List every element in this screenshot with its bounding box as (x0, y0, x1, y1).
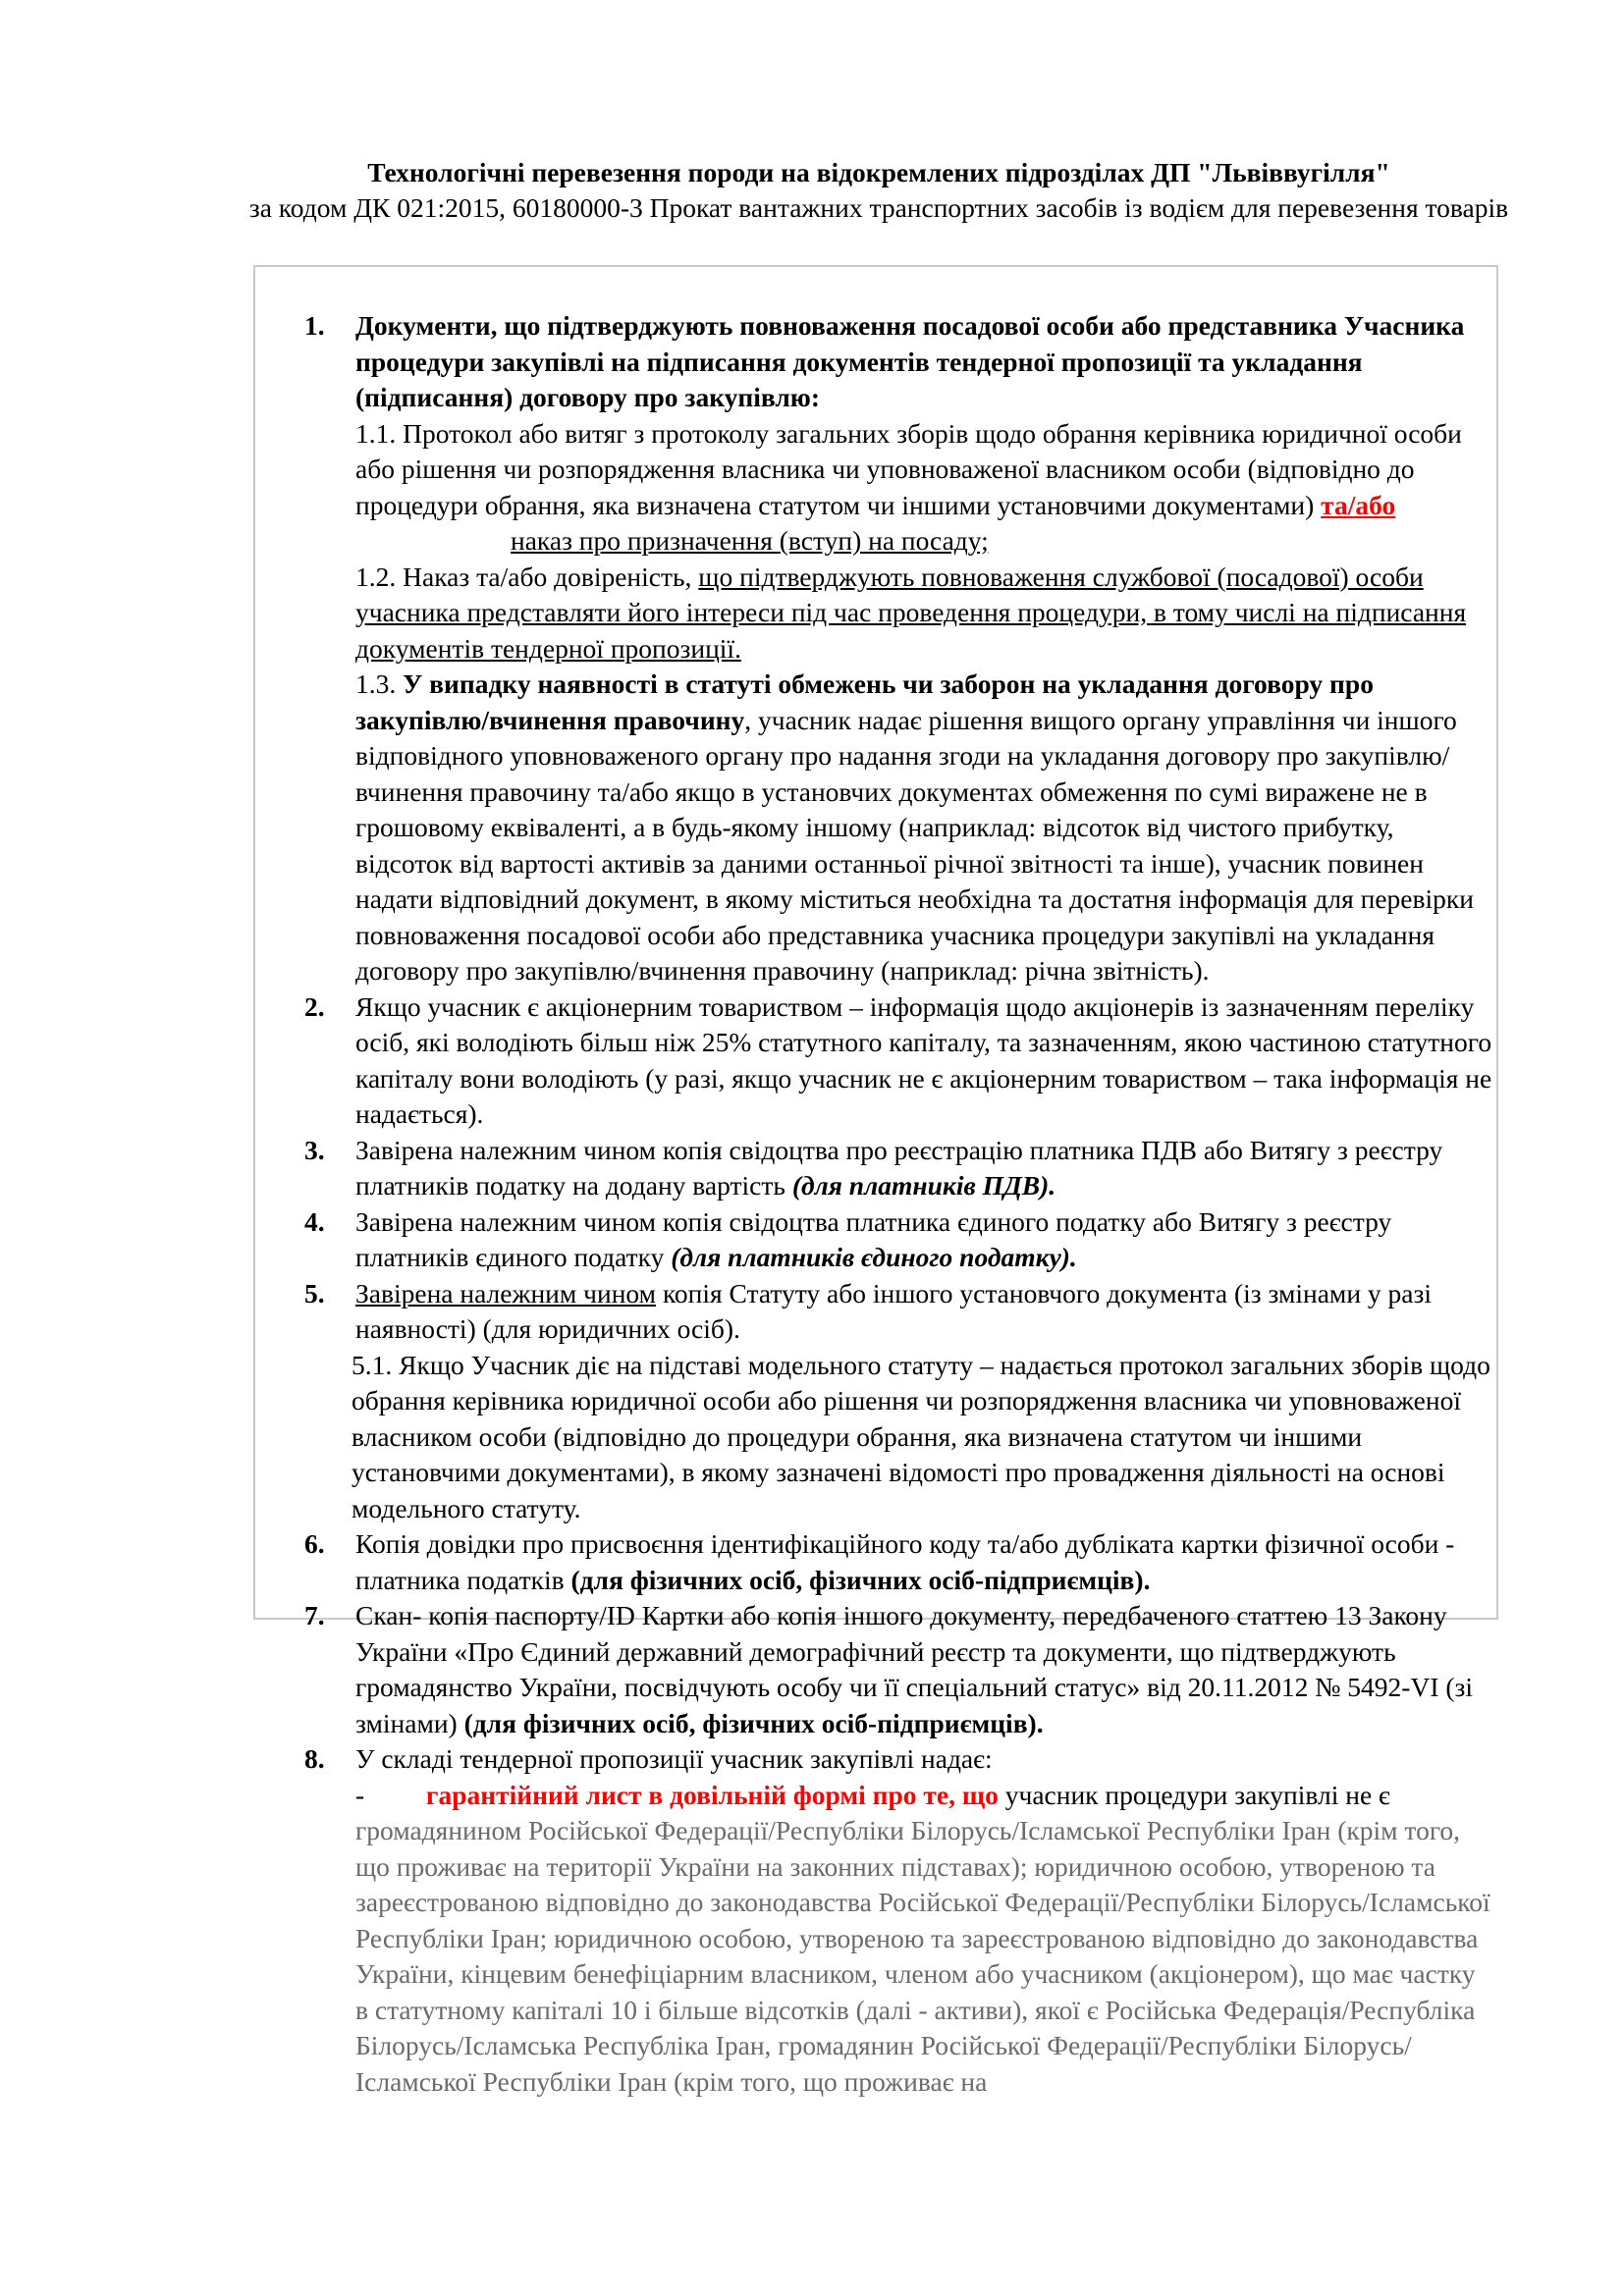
item-8-after-red: учасник процедури закупівлі не є (1004, 1779, 1390, 1810)
list-item-3 (304, 1133, 1492, 1204)
subitem-1-2-underlined: що підтверджують повноваження службової (посадової) особи учасника представляти його інтереси під час проведення процедури, в тому числі на підписання документів тендерної пропозиції. (355, 561, 1467, 664)
item-number: 3. (304, 1134, 325, 1165)
subitem-1-1-order: наказ про призначення (вступ) на посаду; (511, 525, 989, 556)
item-7-text: Скан- копія паспорту/ID Картки або копія іншого документу, передбаченого статтею 13 Закону України «Про Єдиний державний демографічний реєстр та документи, що підтверджують громадянство України, посвідчують особу чи її спеціальний статус» від 20.11.2012 № 5492-VI (зі змінами) (355, 1600, 1474, 1738)
item-6-note: (для фізичних осіб, фізичних осіб-підприємців). (570, 1564, 1151, 1595)
guarantee-letter-red: гарантійний лист в довільній формі про те, що (426, 1779, 999, 1810)
dash-marker: - (355, 1779, 365, 1810)
item-8-grey-text: громадянином Російської Федерації/Республіки Білорусь/Ісламської Республіки Іран (крім того, що проживає на території України на законних підставах); юридичною особою, утвореною та зареєстрованою відповідно до законодавства Російської Федерації/Республіки Білорусь/Ісламської Республіки Іран; юридичною особою, утвореною та зареєстрованою відповідно до законодавства України, кінцевим бенефіціарним власником, членом або учасником (акціонером), що має частку в статутному капіталі 10 і більше відсотків (далі - активи), якої є Російська Федерація/Республіка Білорусь/Ісламська Республіка Іран, громадянин Російської Федерації/Республіки Білорусь/Ісламської Республіки Іран (крім того, що проживає на (355, 1815, 1490, 2097)
subitem-5-1: 5.1. Якщо Учасник діє на підставі модельного статуту – надається протокол загальних зборів щодо обрання керівника юридичної особи або рішення чи розпорядження власника чи уповноваженої власником особи (відповідно до процедури обрання, яка визначена статутом чи іншими установчими документами), в якому зазначені відомості про провадження діяльності на основі модельного статуту. (352, 1349, 1490, 1523)
document-header (245, 155, 1512, 226)
item-7-note: (для фізичних осіб, фізичних осіб-підприємців). (463, 1707, 1044, 1738)
item-number: 6. (304, 1528, 325, 1559)
subitem-1-1-text: 1.1. Протокол або витяг з протоколу загальних зборів щодо обрання керівника юридичної особи або рішення чи розпорядження власника чи уповноваженої власником особи (відповідно до процедури обрання, яка визначена статутом чи іншими установчими документами) (355, 417, 1462, 520)
list-item-5 (304, 1276, 1492, 1527)
subitem-1-3-text: , учасник надає рішення вищого органу управління чи іншого відповідного уповноваженого органу про надання згоди на укладання договору про закупівлю/вчинення правочину та/або якщо в установчих документах обмеження по сумі виражене не в грошовому еквіваленті, а в будь-якому іншому (наприклад: відсоток від чистого прибутку, відсоток від вартості активів за даними останньої річної звітності та інше), учасник повинен надати відповідний документ, в якому міститься необхідна та достатня інформація для перевірки повноваження посадової особи або представника учасника процедури закупівлі на укладання договору про закупівлю/вчинення правочину (наприклад: річна звітність). (355, 704, 1474, 986)
subitem-1-1 (355, 416, 1492, 560)
red-or-marker: та/або (1321, 489, 1396, 520)
item-1-heading: Документи, що підтверджують повноваження посадової особи або представника Учасника процедури закупівлі на підписання документів тендерної пропозиції та укладання (підписання) договору про закупівлю: (355, 310, 1465, 412)
item-number: 2. (304, 990, 325, 1022)
item-5-text: копія Статуту або іншого установчого документа (із змінами у разі наявності) (для юридичних осіб). (355, 1277, 1433, 1344)
list-item-2 (304, 989, 1492, 1133)
item-3-text: Завірена належним чином копія свідоцтва про реєстрацію платника ПДВ або Витягу з реєстру платників податку на додану вартість (355, 1134, 1443, 1201)
list-item-1 (304, 308, 1492, 989)
item-number: 5. (304, 1277, 325, 1308)
list-item-6 (304, 1526, 1492, 1598)
item-2-text: Якщо учасник є акціонерним товариством – інформація щодо акціонерів із зазначенням переліку осіб, які володіють більш ніж 25% статутного капіталу, та зазначенням, якою частиною статутного капіталу вони володіють (у разі, якщо учасник не є акціонерним товариством – така інформація не надається). (355, 990, 1492, 1129)
item-number: 1. (304, 310, 325, 341)
item-4-note: (для платників єдиного податку). (671, 1242, 1077, 1272)
item-4-text: Завірена належним чином копія свідоцтва платника єдиного податку або Витягу з реєстру платників єдиного податку (355, 1205, 1392, 1272)
subitem-1-3-bold: У випадку наявності в статуті обмежень чи заборон на укладання договору про закупівлю/вчинення правочину (355, 668, 1374, 735)
item-3-note: (для платників ПДВ). (791, 1170, 1056, 1201)
subitem-1-2-text: 1.2. Наказ та/або довіреність, (355, 561, 692, 592)
list-item-8 (304, 1741, 1492, 2100)
subitem-1-3 (355, 667, 1492, 989)
document-title: Технологічні перевезення породи на відокремлених підрозділах ДП "Львіввугілля" (367, 157, 1390, 187)
item-5-underlined: Завірена належним чином (355, 1277, 657, 1308)
document-subtitle: за кодом ДК 021:2015, 60180000-3 Прокат вантажних транспортних засобів із водієм для перевезення товарів (248, 192, 1509, 223)
item-number: 7. (304, 1600, 325, 1630)
subitem-1-3-label: 1.3. (355, 668, 397, 699)
list-item-7 (304, 1598, 1492, 1741)
item-number: 8. (304, 1743, 325, 1774)
requirements-list (304, 308, 1492, 2100)
subitem-1-2 (355, 560, 1492, 667)
item-number: 4. (304, 1205, 325, 1237)
requirements-frame (253, 265, 1498, 2097)
item-8-text: У складі тендерної пропозиції учасник закупівлі надає: (355, 1743, 993, 1774)
item-8-guarantee (355, 1778, 1492, 2101)
item-6-text: Копія довідки про присвоєння ідентифікаційного коду та/або дубліката картки фізичної особи - платника податків (355, 1528, 1455, 1595)
list-item-4 (304, 1204, 1492, 1276)
